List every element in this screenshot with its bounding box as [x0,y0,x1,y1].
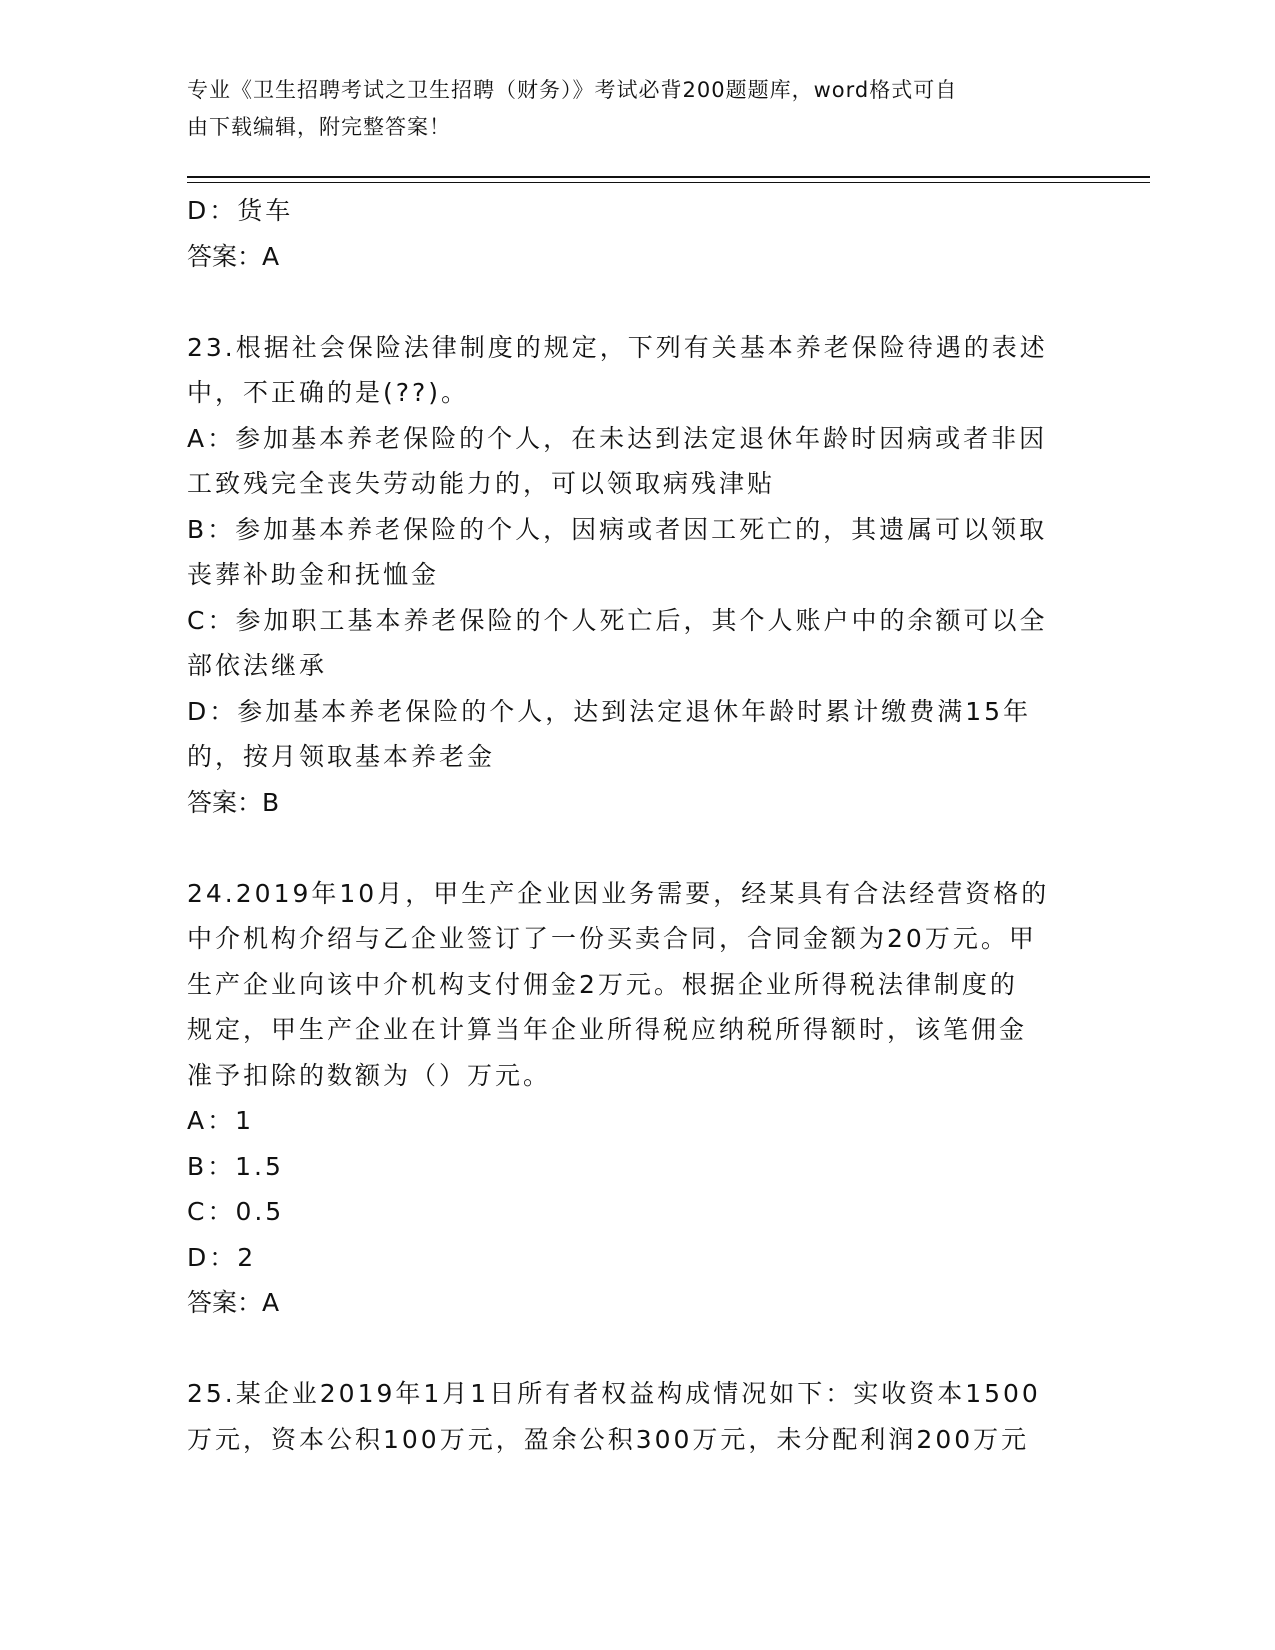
question-24-stem: 生产企业向该中介机构支付佣金2万元。根据企业所得税法律制度的 [187,969,1018,999]
option-b: 丧葬补助金和抚恤金 [187,560,440,589]
question-24-stem: 准予扣除的数额为（）万元。 [187,1060,552,1090]
answer-line: 答案：A [187,1288,280,1317]
question-24-stem: 中介机构介绍与乙企业签订了一份买卖合同，合同金额为20万元。甲 [187,924,1037,953]
option-c: C：0.5 [187,1197,285,1226]
question-24-stem: 24.2019年10月，甲生产企业因业务需要，经某具有合法经营资格的 [187,878,1050,908]
question-list [187,188,1067,1462]
header-line: 专业《卫生招聘考试之卫生招聘（财务）》考试必背200题题库，word格式可自 [187,78,958,102]
question-23-stem: 中，不正确的是(??)。 [187,378,470,407]
spacer [187,1326,1067,1372]
option-a: 工致残完全丧失劳动能力的，可以领取病残津贴 [187,469,776,498]
option-a: A：1 [187,1106,255,1135]
option-b: B：参加基本养老保险的个人，因病或者因工死亡的，其遗属可以领取 [187,514,1048,544]
document-header [187,72,1067,146]
option-a: A：参加基本养老保险的个人，在未达到法定退休年龄时因病或者非因 [187,423,1048,453]
option-d: D：货车 [187,196,294,225]
answer-line: 答案：B [187,787,280,817]
option-c: 部依法继承 [187,651,328,680]
header-divider-thin [187,182,1150,183]
question-24-stem: 规定，甲生产企业在计算当年企业所得税应纳税所得额时，该笔佣金 [187,1015,1028,1044]
header-line: 由下载编辑，附完整答案！ [187,115,451,139]
option-b: B：1.5 [187,1151,284,1181]
option-d: D：2 [187,1242,257,1272]
option-d: 的，按月领取基本养老金 [187,742,496,771]
question-25-stem: 万元，资本公积100万元，盈余公积300万元，未分配利润200万元 [187,1424,1030,1454]
option-c: C：参加职工基本养老保险的个人死亡后，其个人账户中的余额可以全 [187,605,1048,635]
spacer [187,279,1067,325]
option-d: D：参加基本养老保险的个人，达到法定退休年龄时累计缴费满15年 [187,696,1032,726]
spacer [187,825,1067,871]
question-25-stem: 25.某企业2019年1月1日所有者权益构成情况如下：实收资本1500 [187,1379,1041,1408]
header-divider [187,176,1150,178]
question-23-stem: 23.根据社会保险法律制度的规定，下列有关基本养老保险待遇的表述 [187,332,1048,362]
answer-line: 答案：A [187,241,280,271]
